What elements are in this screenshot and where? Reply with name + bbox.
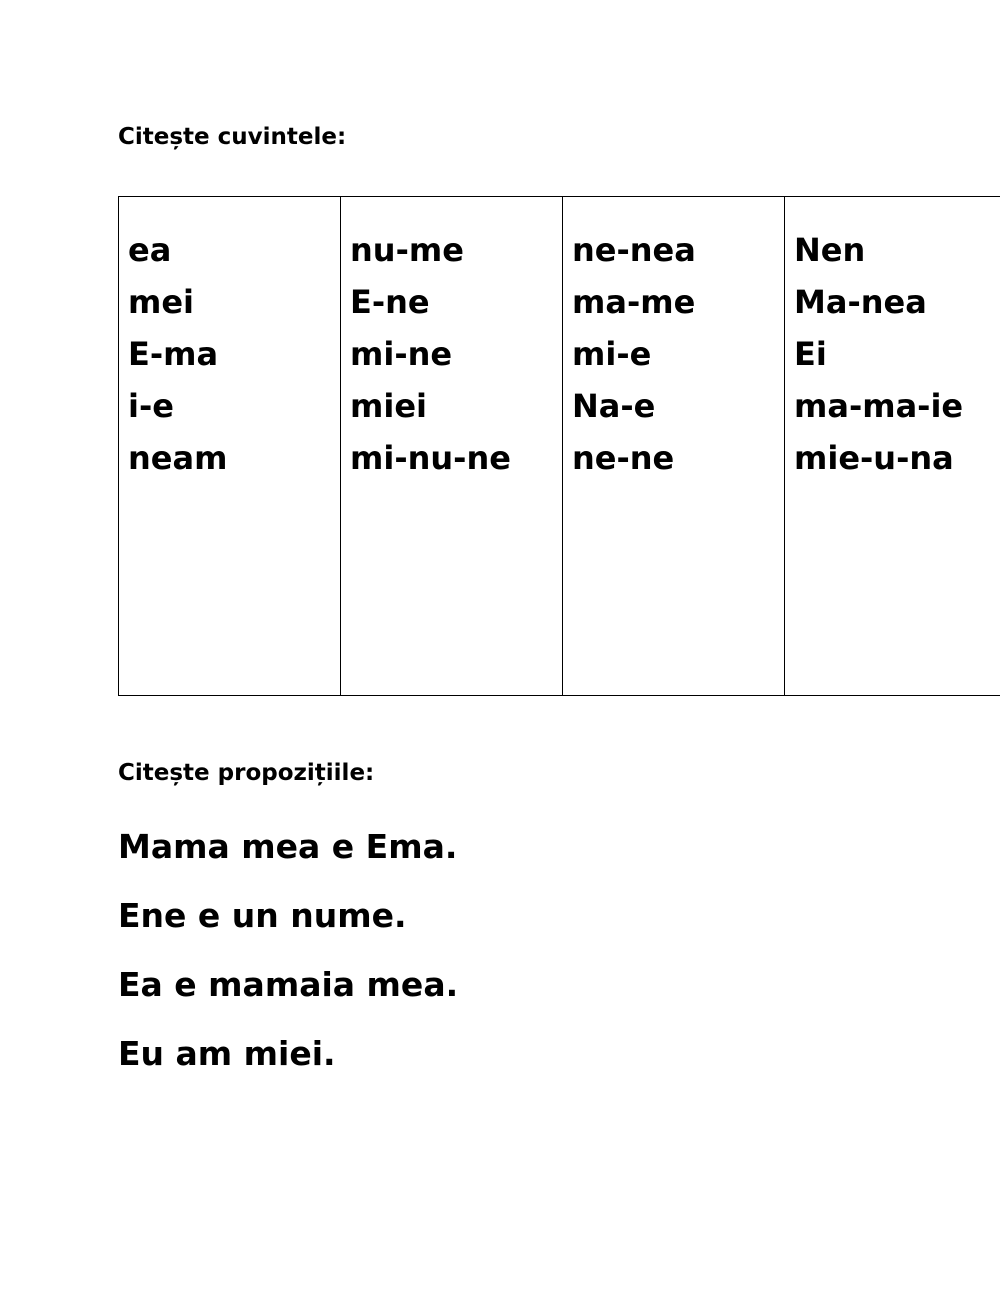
sentence: Ea e mamaia mea. xyxy=(118,965,459,1004)
word-item: ea xyxy=(128,231,172,269)
word-item: mi-e xyxy=(572,335,652,373)
word-table-row xyxy=(119,197,1000,696)
word-item: miei xyxy=(350,387,427,425)
word-column-4 xyxy=(785,197,1000,696)
word-item: ne-nea xyxy=(572,231,696,269)
word-item: Ma-nea xyxy=(794,283,927,321)
word-column-2 xyxy=(341,197,563,696)
words-heading: Citește cuvintele: xyxy=(118,124,347,150)
word-table xyxy=(118,196,1000,696)
word-item: i-e xyxy=(128,387,174,425)
word-item: mie-u-na xyxy=(794,439,954,477)
word-item: nu-me xyxy=(350,231,464,269)
word-item: ma-ma-ie xyxy=(794,387,964,425)
word-item: E-ne xyxy=(350,283,430,321)
word-list xyxy=(794,224,1000,484)
word-item: Na-e xyxy=(572,387,656,425)
word-item: ma-me xyxy=(572,283,696,321)
word-item: Ei xyxy=(794,335,827,373)
sentence: Eu am miei. xyxy=(118,1034,336,1073)
word-item: neam xyxy=(128,439,228,477)
word-list xyxy=(128,224,340,484)
word-item: E-ma xyxy=(128,335,219,373)
word-list xyxy=(572,224,784,484)
word-column-3 xyxy=(563,197,785,696)
word-item: mei xyxy=(128,283,195,321)
sentence-list xyxy=(118,812,458,1088)
sentence: Ene e un nume. xyxy=(118,896,407,935)
sentences-heading: Citește propozițiile: xyxy=(118,760,375,786)
word-item: mi-ne xyxy=(350,335,453,373)
word-column-1 xyxy=(119,197,341,696)
word-list xyxy=(350,224,562,484)
word-item: ne-ne xyxy=(572,439,675,477)
sentence: Mama mea e Ema. xyxy=(118,827,458,866)
word-item: mi-nu-ne xyxy=(350,439,511,477)
word-item: Nen xyxy=(794,231,866,269)
